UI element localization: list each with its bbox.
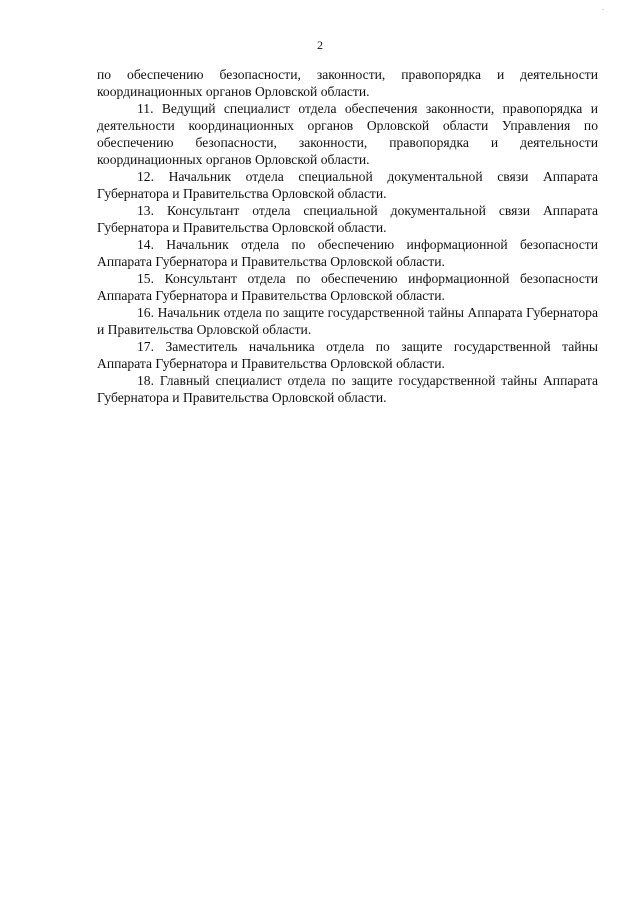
paragraph-item-18: 18. Главный специалист отдела по защите государственной тайны Аппарата Губернатора и Правительства Орловской области. [97,373,598,405]
paragraph-item-11: 11. Ведущий специалист отдела обеспечения законности, правопорядка и деятельности координационных органов Орловской области Управления по обеспечению безопасности, законности, правопорядка и деятельности координационных органов Орловской области. [97,101,598,167]
paragraph-item-16: 16. Начальник отдела по защите государственной тайны Аппарата Губернатора и Правительства Орловской области. [97,305,598,337]
paragraph-item-14: 14. Начальник отдела по обеспечению информационной безопасности Аппарата Губернатора и Правительства Орловской области. [97,237,598,269]
page-number: 2 [317,38,323,52]
document-body [97,66,598,406]
paragraph-item-15: 15. Консультант отдела по обеспечению информационной безопасности Аппарата Губернатора и Правительства Орловской области. [97,271,598,303]
paragraph-item-17: 17. Заместитель начальника отдела по защите государственной тайны Аппарата Губернатора и Правительства Орловской области. [97,339,598,371]
paragraph-continuation: по обеспечению безопасности, законности, правопорядка и деятельности координационных органов Орловской области. [97,67,598,99]
paragraph-item-13: 13. Консультант отдела специальной документальной связи Аппарата Губернатора и Правительства Орловской области. [97,203,598,235]
corner-mark: . [602,3,604,12]
paragraph-item-12: 12. Начальник отдела специальной документальной связи Аппарата Губернатора и Правительства Орловской области. [97,169,598,201]
